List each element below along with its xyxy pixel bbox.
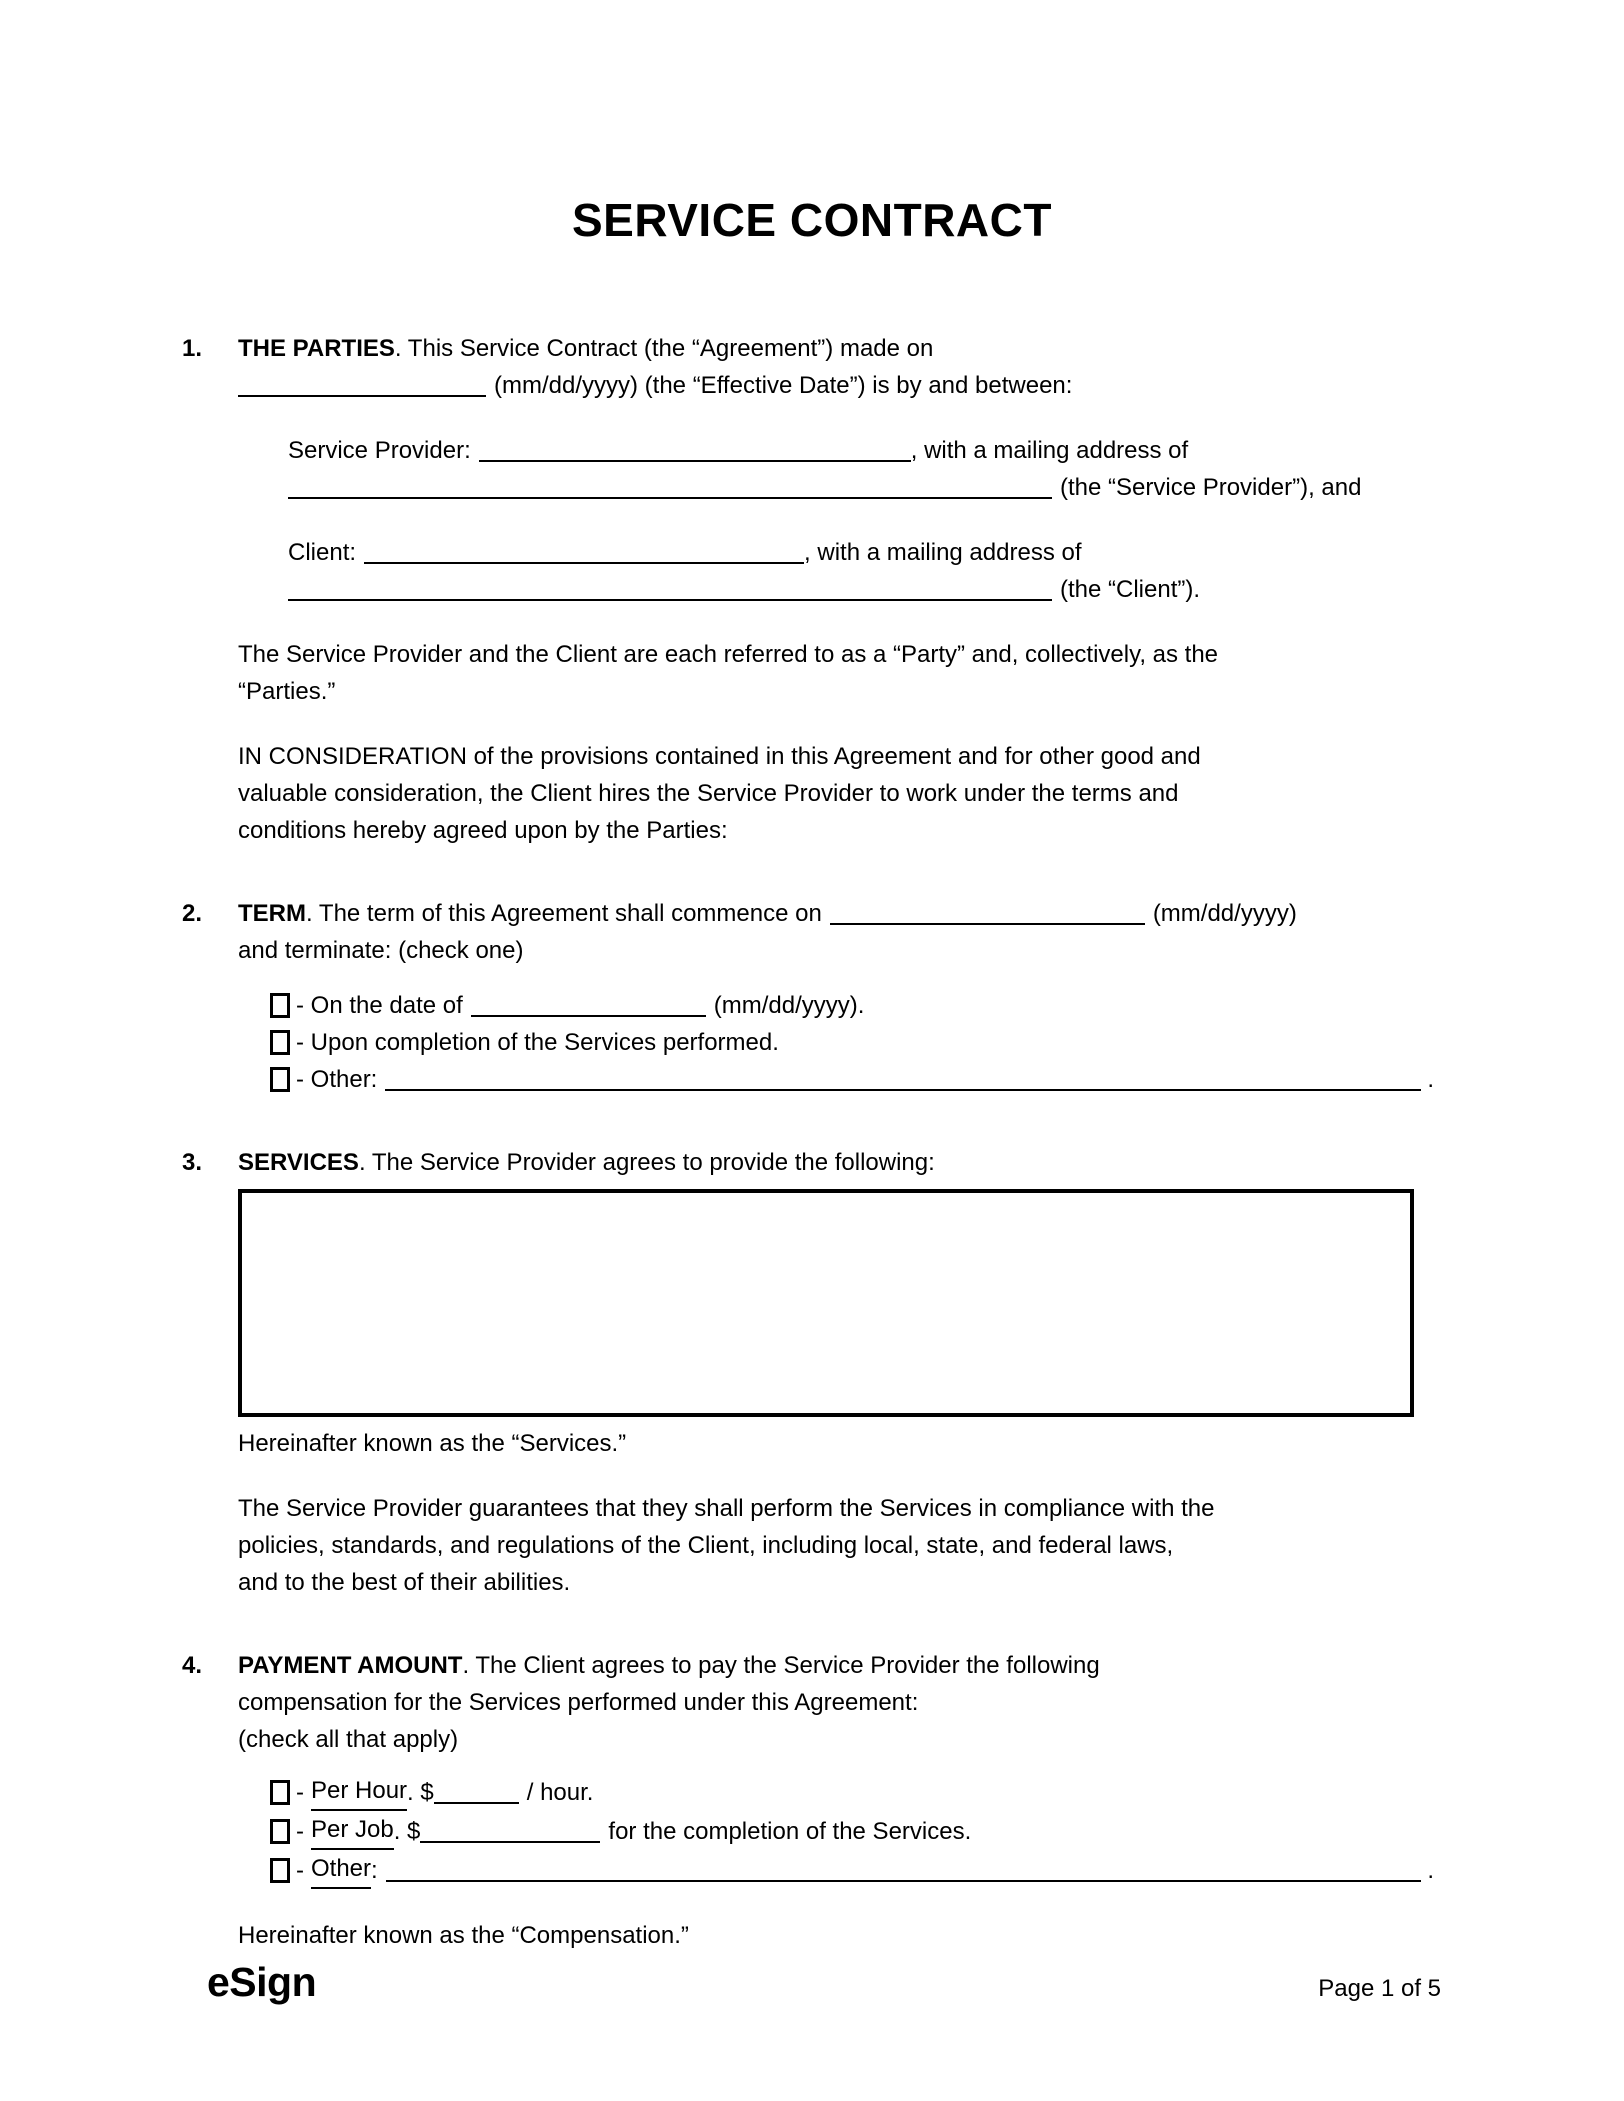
effective-date-line (238, 367, 1434, 404)
per-hour-after: / hour. (526, 1779, 594, 1806)
checkbox[interactable] (270, 1819, 290, 1844)
payment-other-mid: : (371, 1857, 378, 1884)
document-title: SERVICE CONTRACT (572, 194, 1052, 246)
section-heading: TERM (238, 900, 306, 927)
commence-date-format: (mm/dd/yyyy) (1152, 900, 1297, 927)
service-provider-address-after: (the “Service Provider”), and (1060, 474, 1362, 501)
per-hour-amount-blank[interactable] (434, 1782, 519, 1804)
paragraph-line: “Parties.” (238, 678, 336, 705)
parties-definition-paragraph (238, 636, 1434, 710)
services-guarantee-paragraph (238, 1490, 1434, 1601)
term-option-on-date (270, 987, 1434, 1024)
section-heading: THE PARTIES (238, 335, 395, 362)
compensation-hereinafter-line: Hereinafter known as the “Compensation.” (238, 1922, 689, 1949)
paragraph-line: conditions hereby agreed upon by the Parties: (238, 817, 728, 844)
section-heading: SERVICES (238, 1149, 359, 1176)
payment-option-per-hour (270, 1772, 1434, 1811)
per-job-after: for the completion of the Services. (608, 1818, 972, 1845)
per-job-label: Per Job (311, 1811, 394, 1850)
client-name-line (288, 534, 1434, 571)
per-job-amount-blank[interactable] (420, 1821, 600, 1843)
client-name-blank[interactable] (364, 542, 804, 564)
payment-intro: . The Client agrees to pay the Service Provider the following (462, 1652, 1100, 1679)
term-other-blank[interactable] (385, 1069, 1421, 1091)
service-provider-name-blank[interactable] (479, 440, 911, 462)
section-number: 4. (182, 1652, 203, 1679)
section-term (182, 895, 1434, 1098)
service-provider-block (288, 432, 1434, 506)
checkbox[interactable] (270, 1780, 290, 1805)
payment-options (270, 1772, 1434, 1889)
service-provider-address-line (288, 469, 1434, 506)
esign-logo: eSign (207, 1959, 317, 2005)
paragraph-line: The Service Provider guarantees that they shall perform the Services in compliance with the (238, 1495, 1215, 1522)
consideration-paragraph (238, 738, 1434, 849)
parties-heading-line (238, 330, 1434, 367)
payment-other-label: Other (311, 1850, 371, 1889)
service-provider-label: Service Provider: (288, 437, 471, 464)
paragraph-line: policies, standards, and regulations of the Client, including local, state, and federal laws, (238, 1532, 1174, 1559)
option-dash: - (296, 1818, 304, 1845)
service-provider-name-line (288, 432, 1434, 469)
checkbox[interactable] (270, 1067, 290, 1092)
paragraph-line: valuable consideration, the Client hires the Service Provider to work under the terms and (238, 780, 1179, 807)
client-address-line (288, 571, 1434, 608)
payment-other-blank[interactable] (386, 1860, 1422, 1882)
services-intro: . The Service Provider agrees to provide the following: (358, 1149, 935, 1176)
payment-intro-line2: compensation for the Services performed under this Agreement: (238, 1689, 919, 1716)
client-address-blank[interactable] (288, 579, 1052, 601)
paragraph-line: The Service Provider and the Client are each referred to as a “Party” and, collectively, as the (238, 641, 1219, 668)
option-dash: - (296, 1857, 304, 1884)
payment-option-per-job (270, 1811, 1434, 1850)
payment-other-after: . (1427, 1857, 1434, 1884)
section-number: 3. (182, 1149, 203, 1176)
service-provider-address-blank[interactable] (288, 477, 1052, 499)
option-text: - On the date of (296, 992, 463, 1019)
checkbox[interactable] (270, 1858, 290, 1883)
option-text: - Upon completion of the Services performed. (296, 1029, 779, 1056)
checkbox[interactable] (270, 1030, 290, 1055)
page-footer (207, 1960, 1441, 2007)
document-body (182, 330, 1434, 2000)
paragraph-line: and to the best of their abilities. (238, 1569, 571, 1596)
termination-date-blank[interactable] (471, 995, 706, 1017)
effective-date-text: (mm/dd/yyyy) (the “Effective Date”) is by and between: (494, 372, 1073, 399)
per-job-mid: . $ (393, 1818, 421, 1845)
per-hour-mid: . $ (407, 1779, 434, 1806)
section-number: 1. (182, 335, 203, 362)
client-name-after: , with a mailing address of (804, 539, 1082, 566)
payment-heading-line (238, 1647, 1434, 1684)
client-label: Client: (288, 539, 357, 566)
term-heading-line (238, 895, 1434, 932)
parties-intro: . This Service Contract (the “Agreement”) made on (394, 335, 934, 362)
service-provider-name-after: , with a mailing address of (910, 437, 1189, 464)
term-option-completion (270, 1024, 1434, 1061)
section-payment-amount (182, 1647, 1434, 1954)
payment-check-all-line: (check all that apply) (238, 1726, 459, 1753)
term-intro: . The term of this Agreement shall commence on (306, 900, 822, 927)
option-text-after: (mm/dd/yyyy). (713, 992, 865, 1019)
paragraph-line: IN CONSIDERATION of the provisions contained in this Agreement and for other good and (238, 743, 1201, 770)
section-services (182, 1144, 1434, 1601)
commence-date-blank[interactable] (830, 903, 1145, 925)
effective-date-blank[interactable] (238, 375, 486, 397)
client-block (288, 534, 1434, 608)
page-indicator: Page 1 of 5 (1318, 1975, 1441, 2002)
section-number: 2. (182, 900, 203, 927)
term-option-other (270, 1061, 1434, 1098)
term-options (270, 987, 1434, 1098)
client-address-after: (the “Client”). (1060, 576, 1201, 603)
services-description-box[interactable] (238, 1189, 1414, 1417)
term-terminate-line: and terminate: (check one) (238, 937, 524, 964)
option-dash: - (296, 1779, 304, 1806)
option-text-after: . (1427, 1066, 1434, 1093)
checkbox[interactable] (270, 993, 290, 1018)
option-text: - Other: (296, 1066, 378, 1093)
services-heading-line (238, 1144, 1434, 1181)
services-hereinafter-line: Hereinafter known as the “Services.” (238, 1430, 627, 1457)
payment-option-other (270, 1850, 1434, 1889)
section-the-parties (182, 330, 1434, 849)
per-hour-label: Per Hour (311, 1772, 407, 1811)
section-heading: PAYMENT AMOUNT (238, 1652, 463, 1679)
